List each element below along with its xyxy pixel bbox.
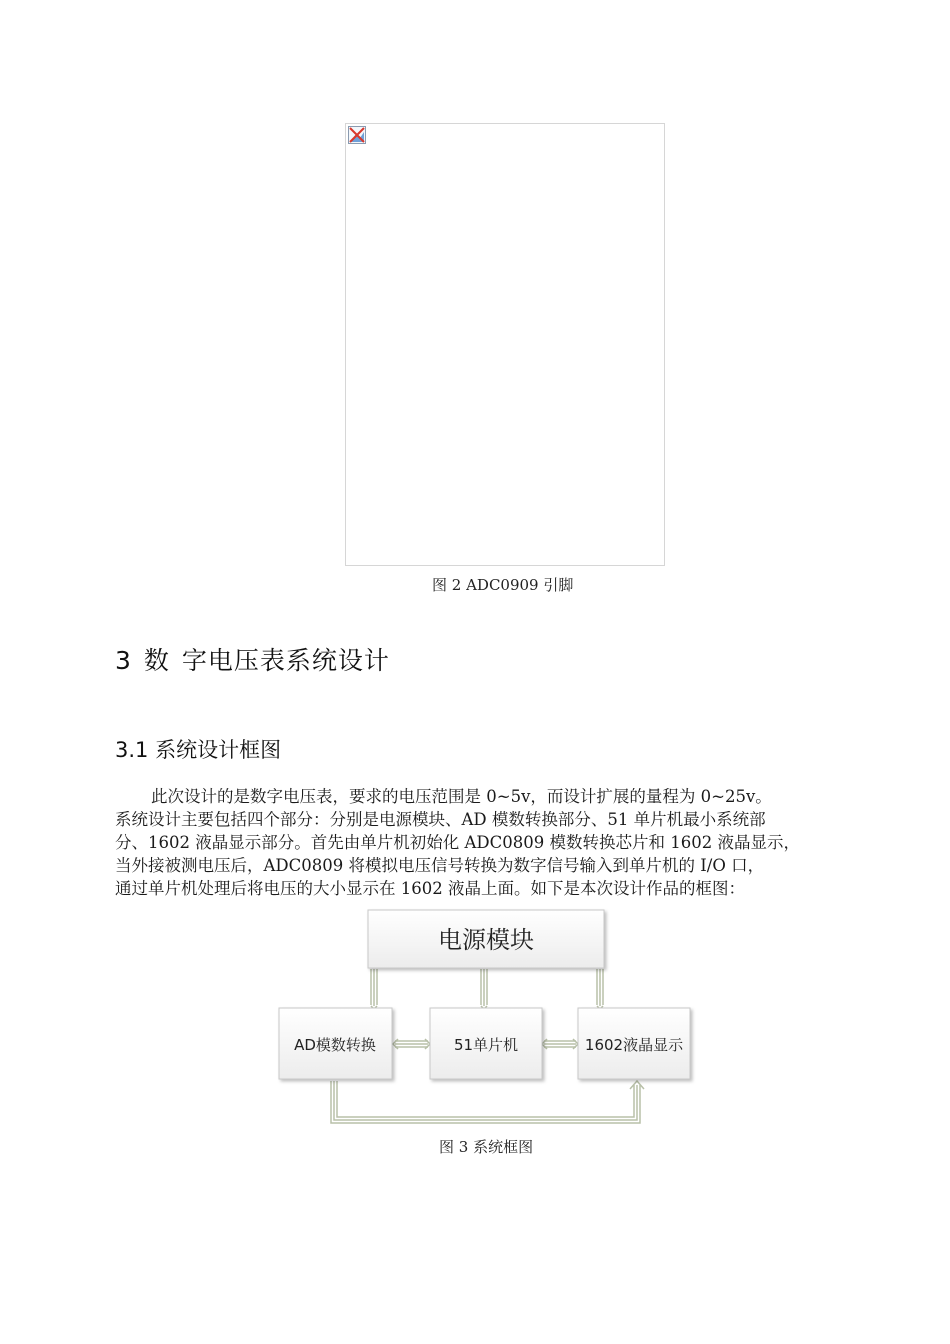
- box-adc-label: AD模数转换: [294, 1036, 376, 1054]
- section-3-title-part1: 数: [143, 646, 170, 675]
- arrow-power-to-lcd: [597, 969, 603, 1009]
- box-mcu-label: 51单片机: [453, 1036, 519, 1054]
- system-block-diagram: [270, 905, 710, 1130]
- paragraph-line-2: 系统设计主要包括四个部分：分别是电源模块、AD 模数转换部分、51 单片机最小系统部: [115, 810, 766, 829]
- arrow-power-to-mcu: [481, 969, 487, 1009]
- arrow-power-to-adc: [371, 969, 377, 1009]
- box-adc: [279, 1008, 392, 1079]
- section-3-1-heading: 3.1 系统设计框图: [115, 738, 282, 762]
- box-lcd-label: 1602液晶显示: [584, 1036, 684, 1054]
- section-3-title-part2: 字电压表系统设计: [181, 646, 390, 675]
- box-power-label: 电源模块: [438, 926, 534, 954]
- paragraph-line-3: 分、1602 液晶显示部分。首先由单片机初始化 ADC0809 模数转换芯片和 1602 液晶显示，: [115, 833, 800, 852]
- box-power: [368, 910, 604, 968]
- figure-2-image-placeholder: [345, 123, 665, 566]
- arrow-mcu-lcd: [544, 1041, 576, 1047]
- paragraph-line-1: 此次设计的是数字电压表，要求的电压范围是 0~5v，而设计扩展的量程为 0~25v。: [151, 787, 772, 806]
- box-lcd: [578, 1008, 690, 1079]
- section-3-heading: [115, 641, 390, 677]
- arrow-adc-to-lcd-bottom: [331, 1081, 644, 1123]
- box-mcu: [430, 1008, 542, 1079]
- section-3-number: 3: [115, 646, 132, 675]
- figure-3-caption: 图 3 系统框图: [439, 1138, 534, 1156]
- paragraph-line-5: 通过单片机处理后将电压的大小显示在 1602 液晶上面。如下是本次设计作品的框图：: [115, 879, 745, 898]
- paragraph-line-4: 当外接被测电压后，ADC0809 将模拟电压信号转换为数字信号输入到单片机的 I/O 口，: [115, 856, 765, 875]
- broken-image-icon: [348, 126, 366, 144]
- figure-2-caption: 图 2 ADC0909 引脚: [432, 576, 574, 594]
- arrow-adc-mcu: [395, 1041, 428, 1047]
